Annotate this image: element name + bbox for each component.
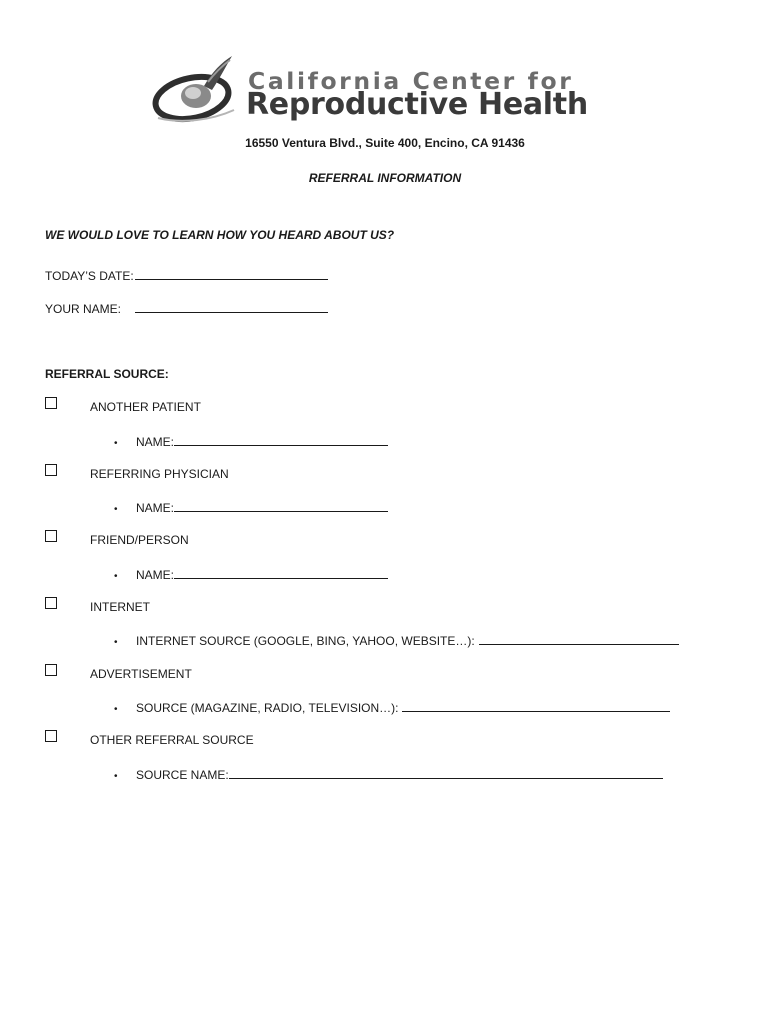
referral-source-heading: REFERRAL SOURCE: (45, 367, 169, 381)
clinic-logo (152, 52, 622, 130)
empty-checkbox-icon[interactable] (45, 597, 57, 609)
sub-field-friend-name (114, 567, 388, 582)
todays-date-blank[interactable] (135, 268, 328, 280)
sub-field-label: SOURCE NAME: (136, 768, 229, 782)
sub-field-label: NAME: (136, 435, 175, 449)
sub-field-advertisement-source (114, 700, 670, 715)
sub-field-label: NAME: (136, 568, 175, 582)
option-label: REFERRING PHYSICIAN (90, 467, 229, 481)
empty-checkbox-icon[interactable] (45, 464, 57, 476)
sub-field-blank[interactable] (229, 767, 663, 779)
empty-checkbox-icon[interactable] (45, 730, 57, 742)
your-name-blank[interactable] (135, 301, 328, 313)
option-label: OTHER REFERRAL SOURCE (90, 733, 254, 747)
empty-checkbox-icon[interactable] (45, 664, 57, 676)
logo-text-line1: California Center for (248, 67, 574, 95)
todays-date-field (45, 268, 328, 283)
bullet-icon: • (114, 438, 118, 449)
bullet-icon: • (114, 771, 118, 782)
sub-field-physician-name (114, 500, 388, 515)
option-label: ANOTHER PATIENT (90, 400, 201, 414)
option-label: FRIEND/PERSON (90, 533, 189, 547)
bullet-icon: • (114, 637, 118, 648)
option-label: ADVERTISEMENT (90, 667, 192, 681)
swirl-logo-icon (152, 52, 238, 128)
sub-field-blank[interactable] (174, 500, 388, 512)
sub-field-blank[interactable] (174, 434, 388, 446)
bullet-icon: • (114, 571, 118, 582)
sub-field-internet-source (114, 633, 679, 648)
survey-question: WE WOULD LOVE TO LEARN HOW YOU HEARD ABOUT US? (45, 228, 395, 242)
clinic-address: 16550 Ventura Blvd., Suite 400, Encino, CA 91436 (245, 136, 525, 150)
logo-text-line2: Reproductive Health (246, 87, 588, 122)
bullet-icon: • (114, 704, 118, 715)
sub-field-blank[interactable] (174, 567, 388, 579)
empty-checkbox-icon[interactable] (45, 530, 57, 542)
your-name-label: YOUR NAME: (45, 302, 122, 316)
sub-field-other-source-name (114, 767, 663, 782)
bullet-icon: • (114, 504, 118, 515)
option-label: INTERNET (90, 600, 150, 614)
sub-field-label: NAME: (136, 501, 175, 515)
sub-field-label: SOURCE (MAGAZINE, RADIO, TELEVISION…): (136, 701, 399, 715)
sub-field-blank[interactable] (402, 700, 670, 712)
your-name-field (45, 301, 328, 316)
document-title: REFERRAL INFORMATION (308, 171, 462, 185)
empty-checkbox-icon[interactable] (45, 397, 57, 409)
sub-field-patient-name (114, 434, 388, 449)
todays-date-label: TODAY’S DATE: (45, 269, 134, 283)
sub-field-label: INTERNET SOURCE (GOOGLE, BING, YAHOO, WEBSITE…): (136, 634, 475, 648)
sub-field-blank[interactable] (479, 633, 679, 645)
